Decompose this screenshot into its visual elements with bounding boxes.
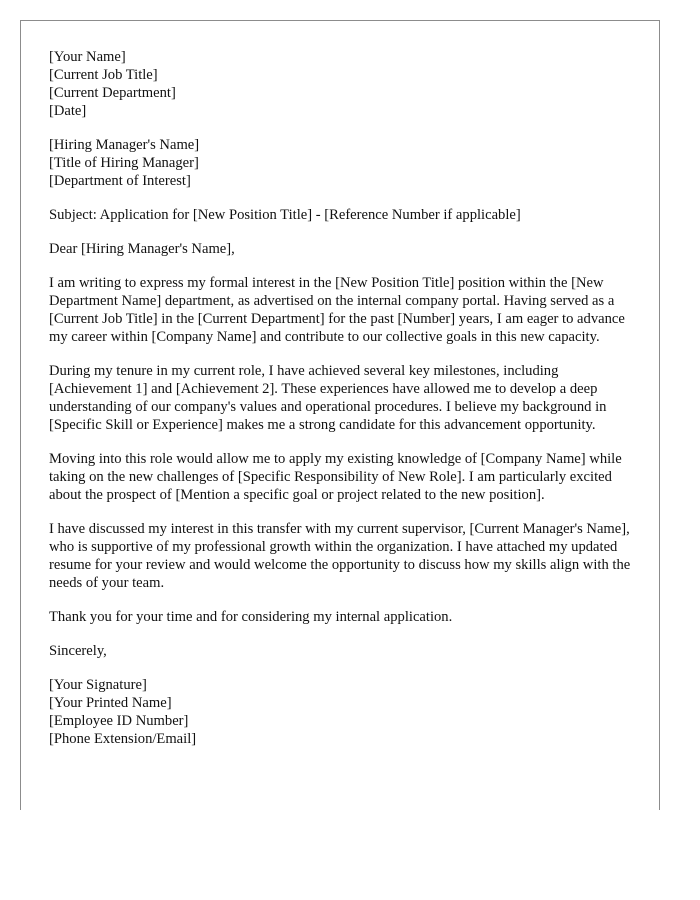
- salutation: Dear [Hiring Manager's Name],: [49, 241, 235, 257]
- recipient-department: [Department of Interest]: [49, 173, 191, 189]
- employee-id: [Employee ID Number]: [49, 713, 189, 729]
- body-paragraph-4: I have discussed my interest in this transfer with my current supervisor, [Current Manager's Name], who is supportive of my professional growth within the organization. I have attached my updated resume for your review and would welcome the opportunity to discuss how my skills align with the needs of your team.: [49, 521, 631, 591]
- subject-line: Subject: Application for [New Position Title] - [Reference Number if applicable]: [49, 207, 521, 223]
- contact-info: [Phone Extension/Email]: [49, 731, 197, 747]
- closing: Sincerely,: [49, 643, 107, 659]
- body-paragraph-5: Thank you for your time and for considering my internal application.: [49, 609, 453, 625]
- recipient-title: [Title of Hiring Manager]: [49, 155, 199, 171]
- recipient-block: [49, 136, 633, 190]
- recipient-name: [Hiring Manager's Name]: [49, 137, 200, 153]
- signature-block: [49, 676, 633, 748]
- sender-job-title: [Current Job Title]: [49, 67, 158, 83]
- sender-name: [Your Name]: [49, 49, 126, 65]
- body-paragraph-3: Moving into this role would allow me to apply my existing knowledge of [Company Name] while taking on the new challenges of [Specific Responsibility of New Role]. I am particularly excited about the prospect of [Mention a specific goal or project related to the new position].: [49, 451, 622, 503]
- body-paragraph-1: I am writing to express my formal interest in the [New Position Title] position within the [New Department Name] department, as advertised on the internal company portal. Having served as a [Current Job Title] in the [Current Department] for the past [Number] years, I am eager to advance my career within [Company Name] and contribute to our collective goals in this new capacity.: [49, 275, 625, 345]
- letter-date: [Date]: [49, 103, 87, 119]
- signature-line: [Your Signature]: [49, 677, 147, 693]
- sender-department: [Current Department]: [49, 85, 176, 101]
- printed-name: [Your Printed Name]: [49, 695, 172, 711]
- letter-body: [49, 48, 633, 764]
- body-paragraph-2: During my tenure in my current role, I have achieved several key milestones, including [Achievement 1] and [Achievement 2]. These experiences have allowed me to develop a deep understanding of our company's values and operational procedures. I believe my background in [Specific Skill or Experience] makes me a strong candidate for this advancement opportunity.: [49, 363, 607, 433]
- sender-block: [49, 48, 633, 120]
